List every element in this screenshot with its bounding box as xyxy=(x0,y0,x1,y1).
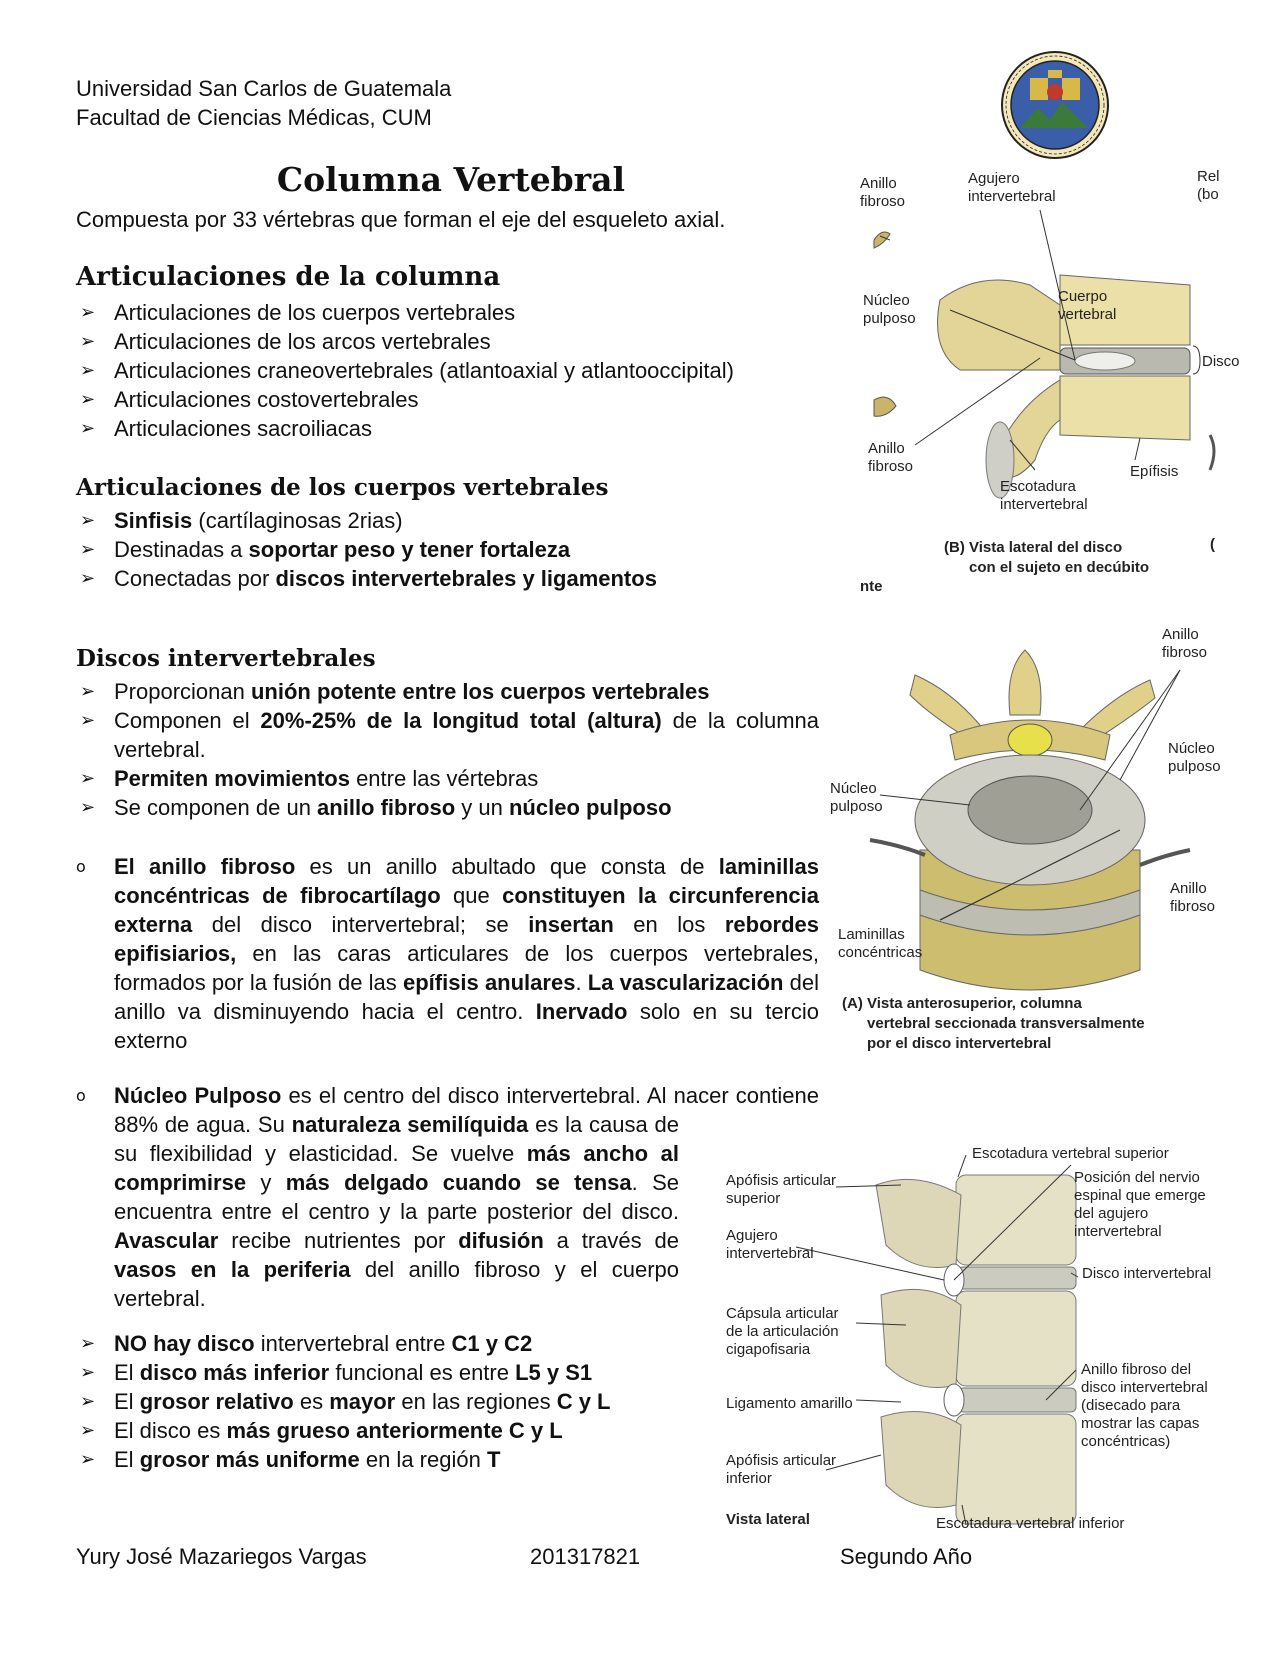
list-item: ➢ Se componen de un anillo fibroso y un núcleo pulposo xyxy=(76,793,819,822)
list-item: ➢ El disco es más grueso anteriormente C y L xyxy=(76,1416,610,1445)
label-escotadura-inferior: Escotadura vertebral inferior xyxy=(936,1515,1125,1532)
label-ligamento-amarillo: Ligamento amarillo xyxy=(726,1395,853,1412)
list-item: ➢ Articulaciones de los arcos vertebrales xyxy=(76,327,734,356)
label-nucleo-pulposo-right: Núcleo pulposo xyxy=(1168,740,1221,775)
list-item: ➢ El disco más inferior funcional es entre L5 y S1 xyxy=(76,1358,610,1387)
list-item: ➢ El grosor más uniforme en la región T xyxy=(76,1445,610,1474)
university-seal-icon xyxy=(1000,50,1110,160)
lateral-disc-illustration xyxy=(860,170,1240,600)
label-rel: Rel (bo xyxy=(1197,168,1220,203)
list-articulaciones xyxy=(76,298,734,443)
list-grosor xyxy=(76,1329,610,1474)
list-item: ➢ Articulaciones craneovertebrales (atlantoaxial y atlantooccipital) xyxy=(76,356,734,385)
list-item: ➢ Articulaciones costovertebrales xyxy=(76,385,734,414)
list-item: ➢ Sinfisis (cartílaginosas 2rias) xyxy=(76,506,657,535)
label-posicion-nervio: Posición del nervio espinal que emerge del agujero intervertebral xyxy=(1074,1169,1206,1240)
label-agujero-intervertebral: Agujero intervertebral xyxy=(726,1227,814,1262)
paragraph-nucleo-pulposo: o Núcleo Pulposo es el centro del disco intervertebral. Al nacer contiene 88% de agua. Su naturaleza semilíquida es la causa de su flexibilidad y elasticidad. Se vuelve más ancho al comprimirse y más delgado cuando se tensa. Se encuentra entre el centro y la parte posterior del disco. Avascular recibe nutrientes por difusión a través de vasos en la periferia del anillo fibroso y el cuerpo vertebral. xyxy=(76,1083,819,1311)
section-heading-articulaciones: Articulaciones de la columna xyxy=(76,262,501,292)
label-escotadura-superior: Escotadura vertebral superior xyxy=(972,1145,1169,1162)
label-anillo-fibroso-2: Anillo fibroso xyxy=(868,440,914,475)
section-heading-cuerpos: Articulaciones de los cuerpos vertebrales xyxy=(76,474,609,501)
label-nucleo-pulposo: Núcleo pulposo xyxy=(863,292,916,327)
label-apofisis-superior: Apófisis articular superior xyxy=(726,1172,837,1207)
label-epifisis: Epífisis xyxy=(1130,463,1179,480)
label-nucleo-pulposo-left: Núcleo pulposo xyxy=(830,780,883,815)
footer-author: Yury José Mazariegos Vargas xyxy=(76,1544,367,1569)
figure-caption-a: (A) Vista anterosuperior, columna vertebral seccionada transversalmente por el disco intervertebral xyxy=(842,995,1145,1052)
label-vista-lateral: Vista lateral xyxy=(726,1511,810,1528)
label-cuerpo-vertebral: Cuerpo vertebral xyxy=(1058,288,1117,323)
label-laminillas-concentricas: Laminillas concéntricas xyxy=(838,926,923,961)
label-anillo-fibroso: Anillo fibroso xyxy=(1162,626,1208,661)
list-item: ➢ Articulaciones sacroiliacas xyxy=(76,414,734,443)
section-heading-discos: Discos intervertebrales xyxy=(76,645,376,672)
label-agujero-intervertebral: Agujero intervertebral xyxy=(968,170,1056,205)
paragraph-anillo-fibroso: o El anillo fibroso es un anillo abultado que consta de laminillas concéntricas de fibrocartílago que constituyen la circunferencia externa del disco intervertebral; se insertan en los rebordes epifisiarios, en las caras articulares de los cuerpos vertebrales, formados por la fusión de las epífisis anulares. La vascularización del anillo va disminuyendo hacia el centro. Inervado solo en su tercio externo xyxy=(76,854,820,1053)
label-apofisis-inferior: Apófisis articular inferior xyxy=(726,1452,837,1487)
label-paren: ( xyxy=(1210,536,1215,553)
faculty-name: Facultad de Ciencias Médicas, CUM xyxy=(76,105,432,130)
figure-lateral-disc xyxy=(860,170,1240,600)
label-anillo-fibroso-disco: Anillo fibroso del disco intervertebral (disecado para mostrar las capas concéntricas) xyxy=(1081,1361,1208,1450)
list-discos xyxy=(76,677,819,822)
document-header xyxy=(76,74,451,132)
circle-bullet-icon: o xyxy=(76,857,86,876)
list-item: ➢ Articulaciones de los cuerpos vertebrales xyxy=(76,298,734,327)
label-capsula-articular: Cápsula articular de la articulación cigapofisaria xyxy=(726,1305,839,1358)
label-escotadura-intervertebral: Escotadura intervertebral xyxy=(1000,478,1088,513)
label-disco-intervertebral: Disco intervertebral xyxy=(1082,1265,1212,1282)
list-item: ➢ Permiten movimientos entre las vértebras xyxy=(76,764,819,793)
footer-year: Segundo Año xyxy=(840,1544,973,1569)
list-item: ➢ Componen el 20%-25% de la longitud total (altura) de la columna vertebral. xyxy=(76,706,819,764)
list-item: ➢ Destinadas a soportar peso y tener fortaleza xyxy=(76,535,657,564)
label-disco: Disco xyxy=(1202,353,1240,370)
page-subtitle: Compuesta por 33 vértebras que forman el eje del esqueleto axial. xyxy=(76,207,726,232)
list-cuerpos xyxy=(76,506,657,593)
label-anillo-fibroso-2: Anillo fibroso xyxy=(1170,880,1216,915)
label-anillo-fibroso: Anillo fibroso xyxy=(860,175,906,210)
footer-student-id: 201317821 xyxy=(530,1544,641,1569)
list-item: ➢ NO hay disco intervertebral entre C1 y C2 xyxy=(76,1329,610,1358)
figure-anterosuperior-disc xyxy=(830,626,1230,1100)
list-item: ➢ Conectadas por discos intervertebrales y ligamentos xyxy=(76,564,657,593)
figure-caption-b: (B) Vista lateral del disco con el sujeto en decúbito xyxy=(944,539,1150,576)
list-item: ➢ El grosor relativo es mayor en las regiones C y L xyxy=(76,1387,610,1416)
figure-lateral-spine xyxy=(726,1145,1246,1545)
page-title: Columna Vertebral xyxy=(276,160,626,199)
circle-bullet-icon: o xyxy=(76,1086,86,1105)
university-name: Universidad San Carlos de Guatemala xyxy=(76,76,452,101)
list-item: ➢ Proporcionan unión potente entre los cuerpos vertebrales xyxy=(76,677,819,706)
label-nte: nte xyxy=(860,578,883,595)
